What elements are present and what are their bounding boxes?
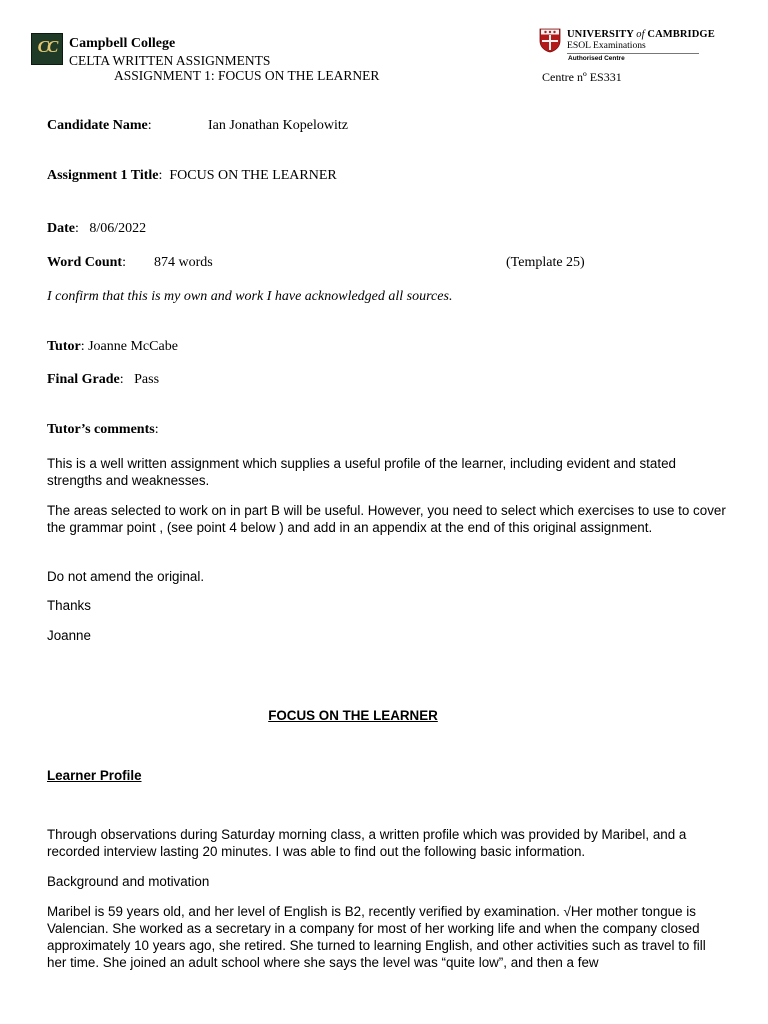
- assignment-title-label: Assignment 1 Title: [47, 168, 159, 183]
- celta-title: CELTA WRITTEN ASSIGNMENTS: [69, 53, 271, 68]
- assignment-title: ASSIGNMENT 1: FOCUS ON THE LEARNER: [114, 68, 380, 83]
- final-grade-label: Final Grade: [47, 372, 120, 387]
- assignment-title-value: FOCUS ON THE LEARNER: [169, 168, 337, 183]
- candidate-name-value: Ian Jonathan Kopelowitz: [208, 118, 348, 133]
- esol-label: ESOL Examinations: [567, 40, 646, 51]
- tutor-value: Joanne McCabe: [88, 339, 178, 354]
- candidate-name-row: Candidate Name:: [47, 118, 152, 133]
- word-count-value: 874 words: [154, 255, 213, 270]
- comment-paragraph-1: This is a well written assignment which supplies a useful profile of the learner, including evident and stated strengths and weaknesses.: [47, 456, 676, 488]
- tutor-comments-row: Tutor’s comments:: [47, 422, 159, 437]
- college-logo-mark: CC: [37, 37, 57, 56]
- university-name: UNIVERSITY of CAMBRIDGE: [567, 29, 715, 40]
- confirmation-statement: I confirm that this is my own and work I have acknowledged all sources.: [47, 289, 453, 304]
- cambridge-crest-icon: [539, 28, 561, 53]
- word-count-label: Word Count: [47, 255, 123, 270]
- body-paragraph-1: Through observations during Saturday morning class, a written profile which was provided by Maribel, and a recorded interview lasting 20 minutes. I was able to find out the following basic information.: [47, 827, 687, 859]
- comment-paragraph-4: Thanks: [47, 598, 91, 613]
- final-grade-value: Pass: [134, 372, 160, 387]
- assignment-title-row: Assignment 1 Title: FOCUS ON THE LEARNER: [47, 168, 337, 183]
- college-logo: [31, 33, 63, 65]
- template-number: (Template 25): [506, 255, 585, 270]
- background-heading: Background and motivation: [47, 874, 210, 889]
- final-grade-row: Final Grade: Pass: [47, 372, 160, 387]
- authorised-centre-label: Authorised Centre: [568, 55, 625, 62]
- tutor-row: Tutor: Joanne McCabe: [47, 339, 178, 354]
- section-heading: FOCUS ON THE LEARNER: [268, 708, 438, 723]
- date-value: 8/06/2022: [89, 221, 147, 236]
- header-divider: [567, 53, 699, 54]
- date-label: Date: [47, 221, 75, 236]
- body-paragraph-2: Maribel is 59 years old, and her level of English is B2, recently verified by examination. √Her mother tongue is Valencian. She worked as a secretary in a company for most of her working life and when the company closed approximately 10 years ago, she retired. She turned to learning English, and other activities such as travel to fill her time. She joined an adult school where she says the level was “quite low”, and then a few: [47, 904, 706, 970]
- comment-paragraph-5: Joanne: [47, 628, 91, 643]
- comment-paragraph-2: The areas selected to work on in part B will be useful. However, you need to select which exercises to use to cover the grammar point , (see point 4 below ) and add in an appendix at the end of this original assignment.: [47, 503, 726, 535]
- tutor-comments-label: Tutor’s comments: [47, 422, 155, 437]
- centre-number: Centre nº ES331: [542, 70, 622, 84]
- tutor-label: Tutor: [47, 339, 81, 354]
- word-count-row: Word Count:: [47, 255, 126, 270]
- candidate-name-label: Candidate Name: [47, 118, 148, 133]
- date-row: Date: 8/06/2022: [47, 221, 147, 236]
- college-name: Campbell College: [69, 36, 176, 51]
- comment-paragraph-3: Do not amend the original.: [47, 569, 205, 584]
- learner-profile-heading: Learner Profile: [47, 768, 142, 783]
